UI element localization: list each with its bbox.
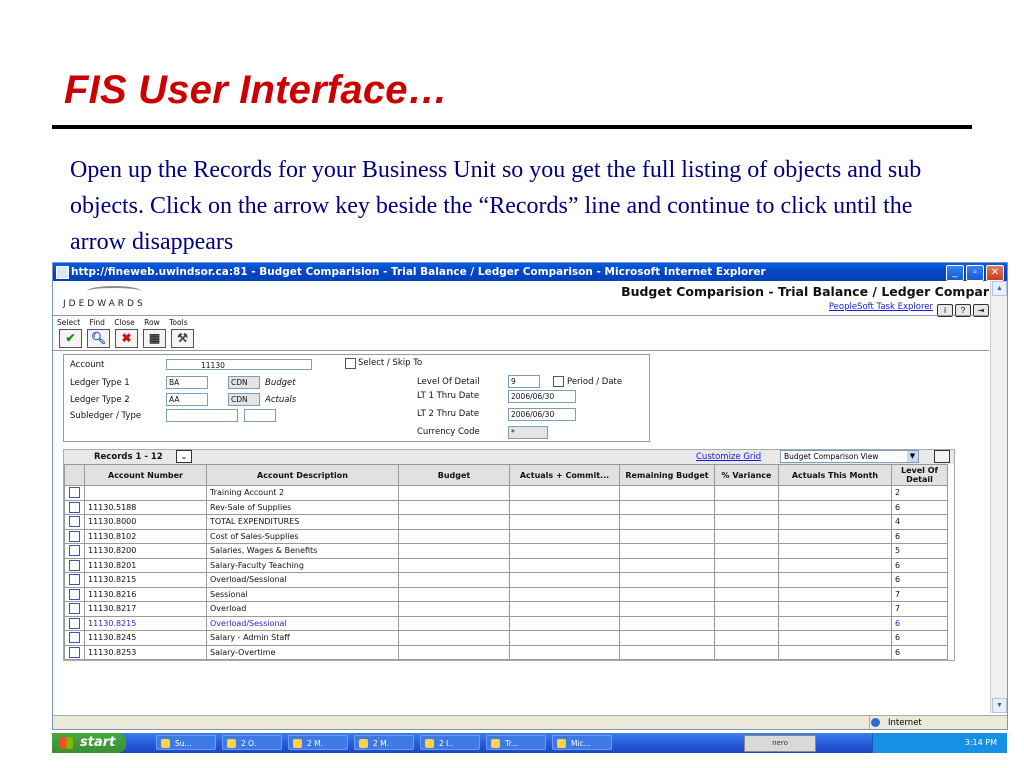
ledger1-label: Ledger Type 1: [70, 378, 130, 388]
column-header[interactable]: Actuals This Month: [779, 465, 892, 486]
minimize-button[interactable]: _: [946, 265, 964, 281]
budget-cell: [399, 587, 510, 602]
column-header[interactable]: Budget: [399, 465, 510, 486]
row-select-cell: [65, 515, 85, 530]
account-description-cell: Salary-Faculty Teaching: [207, 558, 399, 573]
close-icon[interactable]: ✖: [115, 329, 138, 348]
row-checkbox[interactable]: [69, 632, 80, 643]
actuals-commit-cell: [510, 631, 620, 646]
row-checkbox[interactable]: [69, 647, 80, 658]
row-select-cell: [65, 587, 85, 602]
restore-button[interactable]: ▫: [966, 265, 984, 281]
remaining-budget-cell: [620, 631, 715, 646]
table-row[interactable]: [65, 573, 948, 588]
clock: 3:14 PM: [964, 738, 997, 747]
level-of-detail-cell: 4: [892, 515, 948, 530]
actuals-this-month-cell: [779, 486, 892, 501]
lt2-date-input[interactable]: 2006/06/30: [508, 408, 576, 421]
remaining-budget-cell: [620, 573, 715, 588]
actuals-this-month-cell: [779, 573, 892, 588]
taskbar-item[interactable]: [222, 735, 282, 750]
account-number-cell: 11130.8216: [85, 587, 207, 602]
row-checkbox[interactable]: [69, 502, 80, 513]
actuals-this-month-cell: [779, 587, 892, 602]
level-input[interactable]: 9: [508, 375, 540, 388]
table-row[interactable]: [65, 645, 948, 660]
level-of-detail-cell: 6: [892, 645, 948, 660]
variance-cell: [715, 645, 779, 660]
app-icon: [491, 739, 500, 748]
actuals-this-month-cell: [779, 602, 892, 617]
form-menu: [57, 318, 195, 327]
table-header-row: [65, 465, 948, 486]
remaining-budget-cell: [620, 515, 715, 530]
app-icon: [557, 739, 566, 748]
taskbar-item[interactable]: [486, 735, 546, 750]
actuals-this-month-cell: [779, 544, 892, 559]
grid-toolbar: [64, 450, 954, 464]
chevron-down-icon[interactable]: ▼: [907, 451, 918, 462]
menu-select[interactable]: Select: [57, 318, 81, 327]
level-of-detail-cell: 6: [892, 631, 948, 646]
taskbar-item[interactable]: [552, 735, 612, 750]
jde-logo: JDEDWARDS: [63, 299, 146, 309]
find-icon[interactable]: 🔍︎: [87, 329, 110, 348]
app-icon: [227, 739, 236, 748]
actuals-commit-cell: [510, 602, 620, 617]
info-icon[interactable]: i: [937, 304, 953, 317]
level-of-detail-cell: 6: [892, 558, 948, 573]
account-description-cell: Overload: [207, 602, 399, 617]
level-of-detail-cell: 7: [892, 602, 948, 617]
variance-cell: [715, 529, 779, 544]
remaining-budget-cell: [620, 645, 715, 660]
variance-cell: [715, 631, 779, 646]
table-row[interactable]: [65, 602, 948, 617]
subledger-type-input[interactable]: [244, 409, 276, 422]
records-label: Records 1 - 12: [94, 452, 163, 462]
slide-title: FIS User Interface…: [64, 68, 448, 112]
header-divider: [53, 315, 989, 316]
actuals-this-month-cell: [779, 631, 892, 646]
ledger2-label: Ledger Type 2: [70, 395, 130, 405]
browser-status-bar: [53, 715, 1007, 730]
row-select-cell: [65, 500, 85, 515]
currency-code-input[interactable]: *: [508, 426, 548, 439]
level-of-detail-cell: 6: [892, 573, 948, 588]
account-input[interactable]: 11130: [166, 359, 312, 370]
account-description-cell: Cost of Sales-Supplies: [207, 529, 399, 544]
subledger-input[interactable]: [166, 409, 238, 422]
table-row[interactable]: [65, 558, 948, 573]
window-titlebar[interactable]: [53, 263, 1007, 281]
tools-icon[interactable]: ⚒: [171, 329, 194, 348]
taskbar-item-label: 2 I..: [439, 739, 454, 748]
ledger1-desc: Budget: [265, 378, 296, 388]
row-checkbox[interactable]: [69, 589, 80, 600]
jde-logo-arc: [87, 286, 141, 296]
content-divider: [53, 350, 989, 351]
window-title: http://fineweb.uwindsor.ca:81 - Budget Comparision - Trial Balance / Ledger Comparison - Microsoft Internet Explorer: [71, 266, 766, 278]
row-select-cell: [65, 616, 85, 631]
ledger2-currency: CDN: [228, 393, 260, 406]
taskbar-item-label: 2 M.: [373, 739, 390, 748]
lt1-date-input[interactable]: 2006/06/30: [508, 390, 576, 403]
taskbar-item[interactable]: [354, 735, 414, 750]
taskbar-item[interactable]: [420, 735, 480, 750]
remaining-budget-cell: [620, 500, 715, 515]
filter-panel: [63, 354, 650, 442]
customize-grid-link[interactable]: Customize Grid: [696, 452, 762, 462]
taskbar-item-label: 2 O.: [241, 739, 257, 748]
records-expand-arrow-icon[interactable]: ⌄: [176, 450, 192, 463]
account-description-cell: TOTAL EXPENDITURES: [207, 515, 399, 530]
actuals-commit-cell: [510, 573, 620, 588]
row-checkbox[interactable]: [69, 603, 80, 614]
app-icon: [359, 739, 368, 748]
row-checkbox[interactable]: [69, 574, 80, 585]
account-number-cell: 11130.8000: [85, 515, 207, 530]
currency-code-label: Currency Code: [417, 427, 480, 437]
actuals-commit-cell: [510, 515, 620, 530]
account-description-cell: Sessional: [207, 587, 399, 602]
actuals-this-month-cell: [779, 558, 892, 573]
row-checkbox[interactable]: [69, 487, 80, 498]
actuals-commit-cell: [510, 558, 620, 573]
row-grid-icon[interactable]: ▦: [143, 329, 166, 348]
table-row[interactable]: [65, 544, 948, 559]
row-select-cell: [65, 573, 85, 588]
account-description-cell: Salary-Overtime: [207, 645, 399, 660]
security-zone: Internet: [869, 716, 922, 730]
budget-cell: [399, 544, 510, 559]
level-of-detail-cell: 5: [892, 544, 948, 559]
app-icon: [293, 739, 302, 748]
account-description-cell: Salaries, Wages & Benefits: [207, 544, 399, 559]
browser-window: [52, 262, 1008, 730]
remaining-budget-cell: [620, 544, 715, 559]
ledger2-input[interactable]: AA: [166, 393, 208, 406]
budget-cell: [399, 500, 510, 515]
row-checkbox[interactable]: [69, 618, 80, 629]
actuals-this-month-cell: [779, 500, 892, 515]
ledger2-desc: Actuals: [265, 395, 297, 405]
table-row[interactable]: [65, 587, 948, 602]
account-number-cell: 11130.8245: [85, 631, 207, 646]
account-number-cell: 11130.8201: [85, 558, 207, 573]
ledger1-input[interactable]: BA: [166, 376, 208, 389]
variance-cell: [715, 602, 779, 617]
budget-cell: [399, 486, 510, 501]
account-description-cell: Overload/Sessional: [207, 573, 399, 588]
row-checkbox[interactable]: [69, 531, 80, 542]
level-of-detail-cell: 2: [892, 486, 948, 501]
menu-find[interactable]: Find: [89, 318, 105, 327]
account-number-cell: 11130.8215: [85, 616, 207, 631]
actuals-commit-cell: [510, 616, 620, 631]
row-select-cell: [65, 645, 85, 660]
title-divider: [52, 125, 972, 129]
subledger-label: Subledger / Type: [70, 411, 142, 421]
remaining-budget-cell: [620, 486, 715, 501]
row-checkbox[interactable]: [69, 516, 80, 527]
taskbar: [52, 733, 1006, 753]
taskbar-item-label: Su...: [175, 739, 192, 748]
level-of-detail-cell: 7: [892, 587, 948, 602]
windows-flag-icon: [60, 737, 73, 749]
actuals-this-month-cell: [779, 529, 892, 544]
level-of-detail-cell: 6: [892, 616, 948, 631]
menu-close[interactable]: Close: [114, 318, 135, 327]
slide-body-text: Open up the Records for your Business Unit so you get the full listing of objects and sub objects. Click on the arrow key beside the “Records” line and continue to click until the arrow disappears: [70, 157, 922, 255]
actuals-commit-cell: [510, 529, 620, 544]
variance-cell: [715, 515, 779, 530]
account-number-cell: 11130.8215: [85, 573, 207, 588]
account-number-cell: [85, 486, 207, 501]
variance-cell: [715, 500, 779, 515]
scroll-up-icon[interactable]: ▲: [992, 281, 1007, 296]
table-row[interactable]: [65, 500, 948, 515]
column-header[interactable]: Remaining Budget: [620, 465, 715, 486]
account-description-cell: Rev-Sale of Supplies: [207, 500, 399, 515]
account-number-cell: 11130.8217: [85, 602, 207, 617]
grid-view-value: Budget Comparison View: [784, 452, 879, 461]
select-column-header: [65, 465, 85, 486]
grid-view-button[interactable]: [934, 450, 950, 463]
variance-cell: [715, 558, 779, 573]
column-header[interactable]: Level Of Detail: [892, 465, 948, 486]
select-skip-label: Select / Skip To: [358, 358, 423, 368]
data-table: [64, 464, 948, 660]
menu-tools[interactable]: Tools: [169, 318, 188, 327]
account-number-cell: 11130.8200: [85, 544, 207, 559]
row-select-cell: [65, 558, 85, 573]
menu-row[interactable]: Row: [144, 318, 160, 327]
budget-cell: [399, 616, 510, 631]
grid-view-select[interactable]: [780, 450, 919, 463]
budget-cell: [399, 645, 510, 660]
account-number-cell: 11130.8253: [85, 645, 207, 660]
select-skip-checkbox[interactable]: [345, 358, 356, 369]
budget-cell: [399, 631, 510, 646]
exit-icon[interactable]: ⇥: [973, 304, 989, 317]
actuals-this-month-cell: [779, 515, 892, 530]
actuals-commit-cell: [510, 587, 620, 602]
budget-cell: [399, 602, 510, 617]
period-date-label: Period / Date: [567, 377, 623, 387]
vertical-scrollbar[interactable]: [990, 281, 1007, 713]
form-title: Budget Comparision - Trial Balance / Ledger Compar: [621, 284, 989, 299]
period-date-checkbox[interactable]: [553, 376, 564, 387]
remaining-budget-cell: [620, 529, 715, 544]
column-header[interactable]: Account Number: [85, 465, 207, 486]
row-select-cell: [65, 631, 85, 646]
taskbar-item[interactable]: [288, 735, 348, 750]
remaining-budget-cell: [620, 602, 715, 617]
column-header[interactable]: Actuals + Commit...: [510, 465, 620, 486]
remaining-budget-cell: [620, 587, 715, 602]
help-icon[interactable]: ?: [955, 304, 971, 317]
variance-cell: [715, 573, 779, 588]
jde-header: [53, 281, 989, 315]
actuals-this-month-cell: [779, 616, 892, 631]
records-grid: [63, 449, 955, 661]
taskbar-item-label: Tr...: [505, 739, 519, 748]
table-row[interactable]: [65, 616, 948, 631]
actuals-commit-cell: [510, 486, 620, 501]
start-button[interactable]: [52, 733, 126, 753]
row-select-cell: [65, 486, 85, 501]
table-row[interactable]: [65, 515, 948, 530]
row-select-cell: [65, 529, 85, 544]
column-header[interactable]: Account Description: [207, 465, 399, 486]
column-header[interactable]: % Variance: [715, 465, 779, 486]
row-select-cell: [65, 544, 85, 559]
table-row[interactable]: [65, 486, 948, 501]
account-number-cell: 11130.5188: [85, 500, 207, 515]
table-row[interactable]: [65, 529, 948, 544]
taskbar-item-label: Mic...: [571, 739, 591, 748]
level-of-detail-cell: 6: [892, 500, 948, 515]
actuals-commit-cell: [510, 500, 620, 515]
account-description-cell: Overload/Sessional: [207, 616, 399, 631]
select-check-icon[interactable]: ✔: [59, 329, 82, 348]
close-window-button[interactable]: ✕: [986, 265, 1004, 281]
account-number-cell: 11130.8102: [85, 529, 207, 544]
row-checkbox[interactable]: [69, 560, 80, 571]
remaining-budget-cell: [620, 616, 715, 631]
system-tray: [872, 733, 1007, 753]
row-select-cell: [65, 602, 85, 617]
account-label: Account: [70, 360, 105, 370]
budget-cell: [399, 515, 510, 530]
ledger1-currency: CDN: [228, 376, 260, 389]
lt2-label: LT 2 Thru Date: [417, 409, 480, 419]
task-explorer-link[interactable]: PeopleSoft Task Explorer: [828, 302, 933, 312]
variance-cell: [715, 587, 779, 602]
row-checkbox[interactable]: [69, 545, 80, 556]
taskbar-item-label: 2 M.: [307, 739, 324, 748]
budget-cell: [399, 558, 510, 573]
nero-logo: nero: [744, 735, 816, 752]
level-label: Level Of Detail: [417, 377, 480, 387]
app-icon: [425, 739, 434, 748]
budget-cell: [399, 573, 510, 588]
scroll-down-icon[interactable]: ▼: [992, 698, 1007, 713]
variance-cell: [715, 544, 779, 559]
actuals-commit-cell: [510, 645, 620, 660]
account-description-cell: Salary - Admin Staff: [207, 631, 399, 646]
table-row[interactable]: [65, 631, 948, 646]
account-description-cell: Training Account 2: [207, 486, 399, 501]
variance-cell: [715, 616, 779, 631]
remaining-budget-cell: [620, 558, 715, 573]
actuals-commit-cell: [510, 544, 620, 559]
actuals-this-month-cell: [779, 645, 892, 660]
lt1-label: LT 1 Thru Date: [417, 391, 480, 401]
budget-cell: [399, 529, 510, 544]
ie-icon: [56, 266, 69, 279]
variance-cell: [715, 486, 779, 501]
taskbar-item[interactable]: [156, 735, 216, 750]
start-label: start: [80, 735, 116, 750]
level-of-detail-cell: 6: [892, 529, 948, 544]
app-icon: [161, 739, 170, 748]
